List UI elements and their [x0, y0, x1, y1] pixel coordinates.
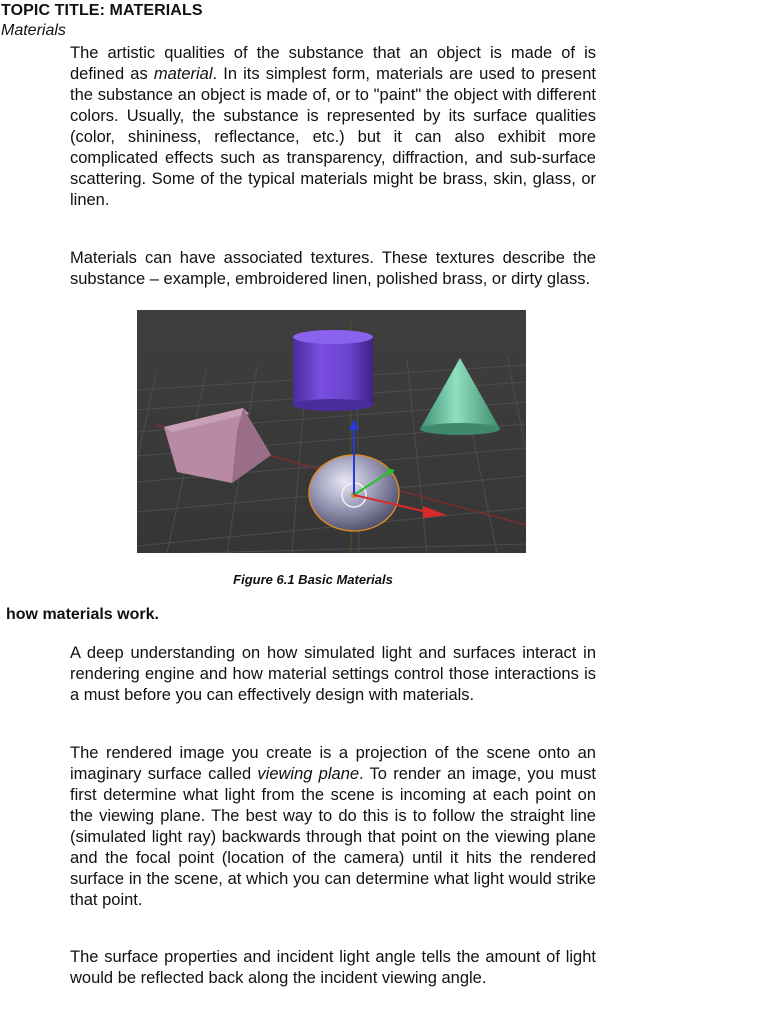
topic-title: TOPIC TITLE: MATERIALS — [1, 2, 203, 19]
figure-caption: Figure 6.1 Basic Materials — [233, 572, 393, 587]
paragraph-1-text-a: The artistic qualities of the substance that an object is made of is defined as — [70, 44, 596, 83]
paragraph-4-emphasis: viewing plane — [257, 765, 360, 783]
paragraph-5: The surface properties and incident light angle tells the amount of light would be reflected back along the incident viewing angle. — [70, 948, 596, 987]
paragraph-4 — [70, 743, 596, 911]
paragraph-3: A deep understanding on how simulated light and surfaces interact in rendering engine and how material settings control those interactions is a must before you can effectively design with materials. — [70, 644, 596, 704]
section-heading: how materials work. — [6, 606, 159, 623]
paragraph-2: Materials can have associated textures. These textures describe the substance – example, embroidered linen, polished brass, or dirty glass. — [70, 249, 596, 288]
figure-basic-materials — [137, 310, 526, 553]
paragraph-1-emphasis: material — [153, 65, 213, 83]
paragraph-4-text-a: The rendered image you create is a projection of the scene onto an imaginary surface called — [70, 744, 596, 783]
paragraph-4-text-b: . To render an image, you must first determine what light from the scene is incoming at each point on the viewing plane. The best way to do this is to follow the straight line (simulated light ray) backwards through that point on the viewing plane and the focal point (location of the camera) until it hits the rendered surface in the scene, at which you can determine what light would strike that point. — [70, 765, 597, 909]
paragraph-1-text-b: . In its simplest form, materials are used to present the substance an object is made of, or to "paint" the object with different colors. Usually, the substance is represented by its surface qualities (color, shininess, reflectance, etc.) but it can also exhibit more complicated effects such as transparency, diffraction, and sub-surface scattering. Some of the typical materials might be brass, skin, glass, or linen. — [70, 65, 596, 209]
cylinder-purple — [293, 330, 373, 411]
subtitle: Materials — [1, 22, 66, 39]
figure-render — [137, 310, 526, 553]
paragraph-1 — [70, 43, 596, 211]
